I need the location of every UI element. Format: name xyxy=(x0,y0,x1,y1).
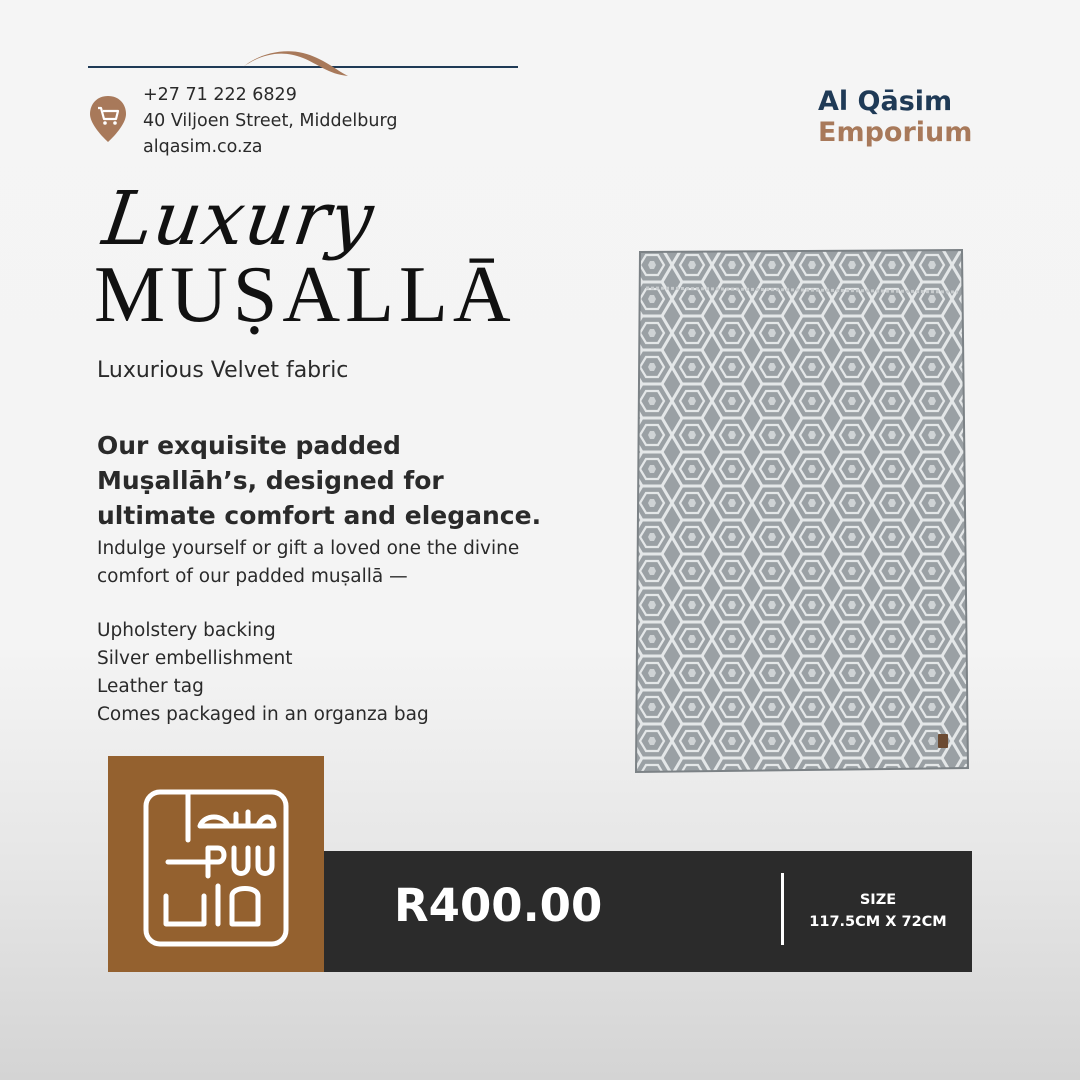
title-script: Luxury xyxy=(97,176,380,262)
price-bar xyxy=(324,851,972,972)
brand-logo xyxy=(818,86,972,148)
page-title: MUṢALLĀ xyxy=(94,251,516,339)
prayer-mat-image xyxy=(632,248,970,776)
feature-item: Upholstery backing xyxy=(97,620,276,641)
feature-list xyxy=(97,617,429,729)
divider xyxy=(781,873,784,945)
size-value: 117.5CM X 72CM xyxy=(809,914,947,930)
feature-item: Comes packaged in an organza bag xyxy=(97,704,429,725)
address: 40 Viljoen Street, Middelburg xyxy=(143,111,398,131)
size-label: SIZE xyxy=(859,892,897,908)
intro-text: Indulge yourself or gift a loved one the divine comfort of our padded muṣallā — xyxy=(97,538,520,587)
website-link[interactable]: alqasim.co.za xyxy=(143,137,263,157)
phone-number[interactable]: +27 71 222 6829 xyxy=(143,85,297,105)
feature-item: Leather tag xyxy=(97,676,204,697)
subtitle: Luxurious Velvet fabric xyxy=(97,358,349,383)
arabic-logo xyxy=(108,756,324,972)
location-cart-icon xyxy=(88,94,128,144)
headline: Our exquisite padded Muṣallāh’s, designed for ultimate comfort and elegance. xyxy=(97,431,542,530)
size-info xyxy=(794,889,962,933)
feature-item: Silver embellishment xyxy=(97,648,293,669)
price: R400.00 xyxy=(394,879,603,932)
brand-name: Al Qāsim xyxy=(818,86,953,117)
brand-subname: Emporium xyxy=(818,117,973,148)
arabic-logo-mark xyxy=(108,756,324,972)
